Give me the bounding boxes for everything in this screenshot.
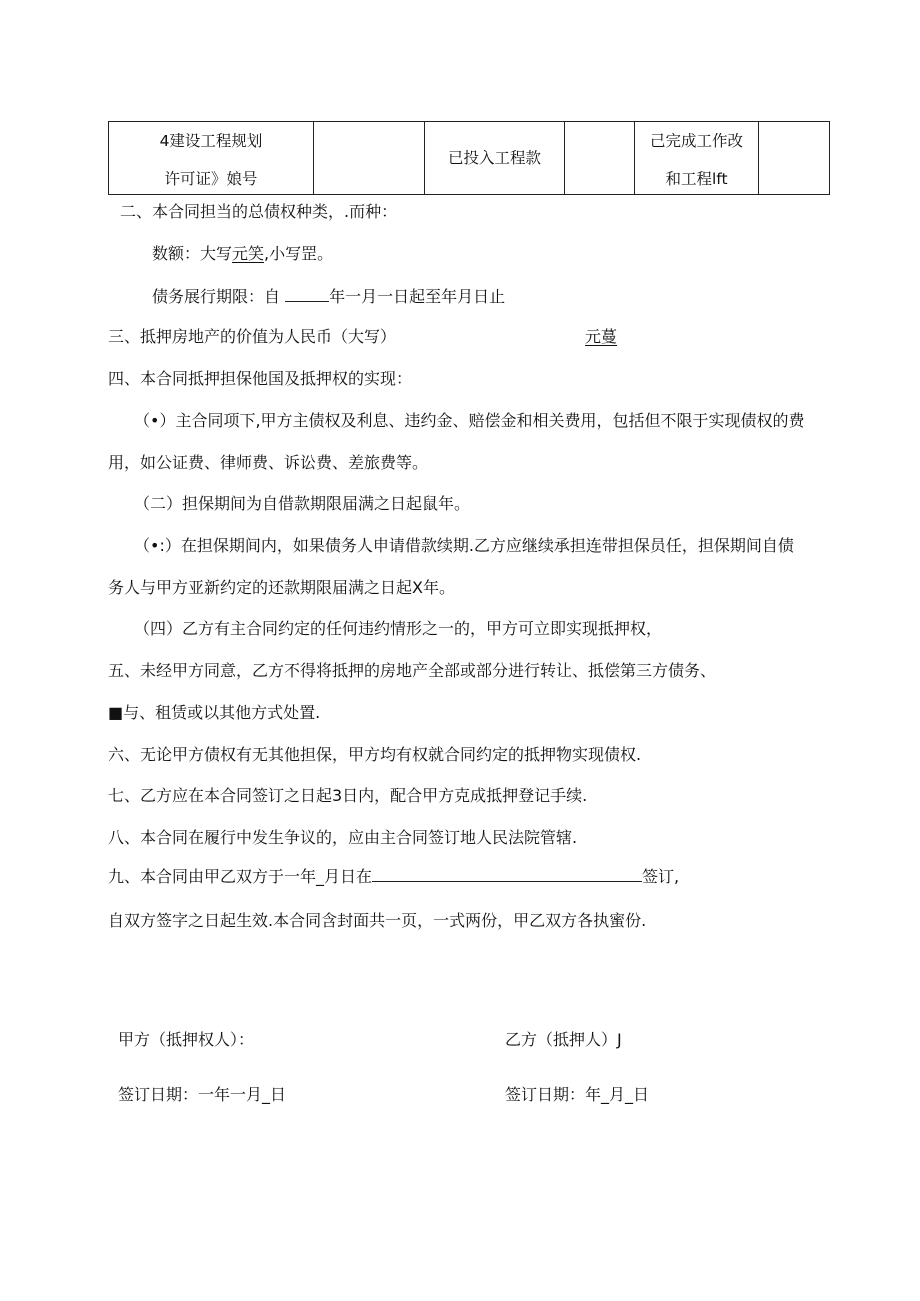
section-6: 六、无论甲方债权有无其他担保，甲方均有权就合同约定的抵押物实现债权.	[108, 745, 642, 764]
table-cell-permit-value	[314, 122, 425, 195]
section-9-prefix: 九、本合同由甲乙双方于一年_月日在	[108, 867, 373, 886]
amount-uppercase-value: 元笑	[232, 244, 265, 263]
party-b-date: 签订日期：年_月_日	[505, 1085, 650, 1104]
table-cell-progress-label	[635, 122, 759, 195]
signing-place-blank	[372, 865, 642, 882]
section-4-p3-line1: （•:）在担保期间内，如果债务人申请借款续期.乙方应继续承担连带担保员任，担保期间自债	[134, 536, 794, 555]
table-cell-progress-value	[759, 122, 830, 195]
section-4-p1-line2: 用，如公证费、律师费、诉讼费、差旅费等。	[108, 453, 429, 472]
section-4-p2: （二）担保期间为自借款期限届满之日起鼠年。	[134, 494, 471, 513]
table-cell-investment-label: 已投入工程款	[425, 122, 565, 195]
debt-term-prefix: 债务展行期限：自	[152, 287, 281, 306]
section-4-p4: （四）乙方有主合同约定的任何违约情形之一的，甲方可立即实现抵押权，	[134, 619, 663, 638]
section-3-unit: 元蔓	[585, 327, 618, 346]
section-2-heading: 二、本合同担当的总债权种类，.而种：	[120, 202, 398, 221]
party-a-label: 甲方（抵押权人）：	[118, 1030, 255, 1049]
section-4-p1-line1: （•）主合同项下,甲方主债权及利息、违约金、赔偿金和相关费用，包括但不限于实现债权的费	[134, 411, 805, 430]
table-row	[109, 122, 830, 195]
section-4-p3-line2: 务人与甲方亚新约定的还款期限届满之日起X年。	[108, 578, 455, 597]
debt-term-start-blank	[285, 285, 329, 302]
section-3-valuation: 三、抵押房地产的价值为人民币（大写）	[108, 327, 397, 346]
debt-term-line	[152, 285, 505, 308]
project-info-table	[108, 121, 830, 195]
section-4-heading: 四、本合同抵押担保他国及抵押权的实现：	[108, 369, 413, 388]
section-8: 八、本合同在履行中发生争议的，应由主合同签订地人民法院管辖.	[108, 828, 578, 847]
permit-label-line1: 4建设工程规划	[159, 132, 263, 150]
debt-term-suffix: 年一月一日起至年月日止	[329, 287, 506, 306]
section-9-line1	[108, 865, 679, 888]
progress-label-line1: 己完成工作改	[649, 132, 743, 150]
table-cell-investment-value	[565, 122, 635, 195]
party-b-label: 乙方（抵押人）J	[505, 1030, 622, 1049]
section-5-line2: ■与、租赁或以其他方式处置.	[108, 703, 321, 722]
section-9-line2: 自双方签字之日起生效.本合同含封面共一页，一式两份，甲乙双方各执蜜份.	[108, 911, 647, 930]
party-a-date: 签订日期：一年一月_日	[118, 1085, 287, 1104]
progress-label-line2: 和工程lft	[665, 170, 728, 188]
section-5-line1: 五、未经甲方同意，乙方不得将抵押的房地产全部或部分进行转让、抵偿第三方债务、	[108, 661, 717, 680]
section-9-suffix: 签订,	[642, 867, 680, 886]
section-7: 七、乙方应在本合同签订之日起3日内，配合甲方克成抵押登记手续.	[108, 786, 588, 805]
amount-suffix: ,小写罡。	[264, 244, 334, 263]
amount-line	[152, 243, 333, 265]
amount-prefix: 数额：大写	[152, 244, 233, 263]
table-cell-permit-label	[109, 122, 314, 195]
permit-label-line2: 许可证》娘号	[164, 170, 258, 188]
